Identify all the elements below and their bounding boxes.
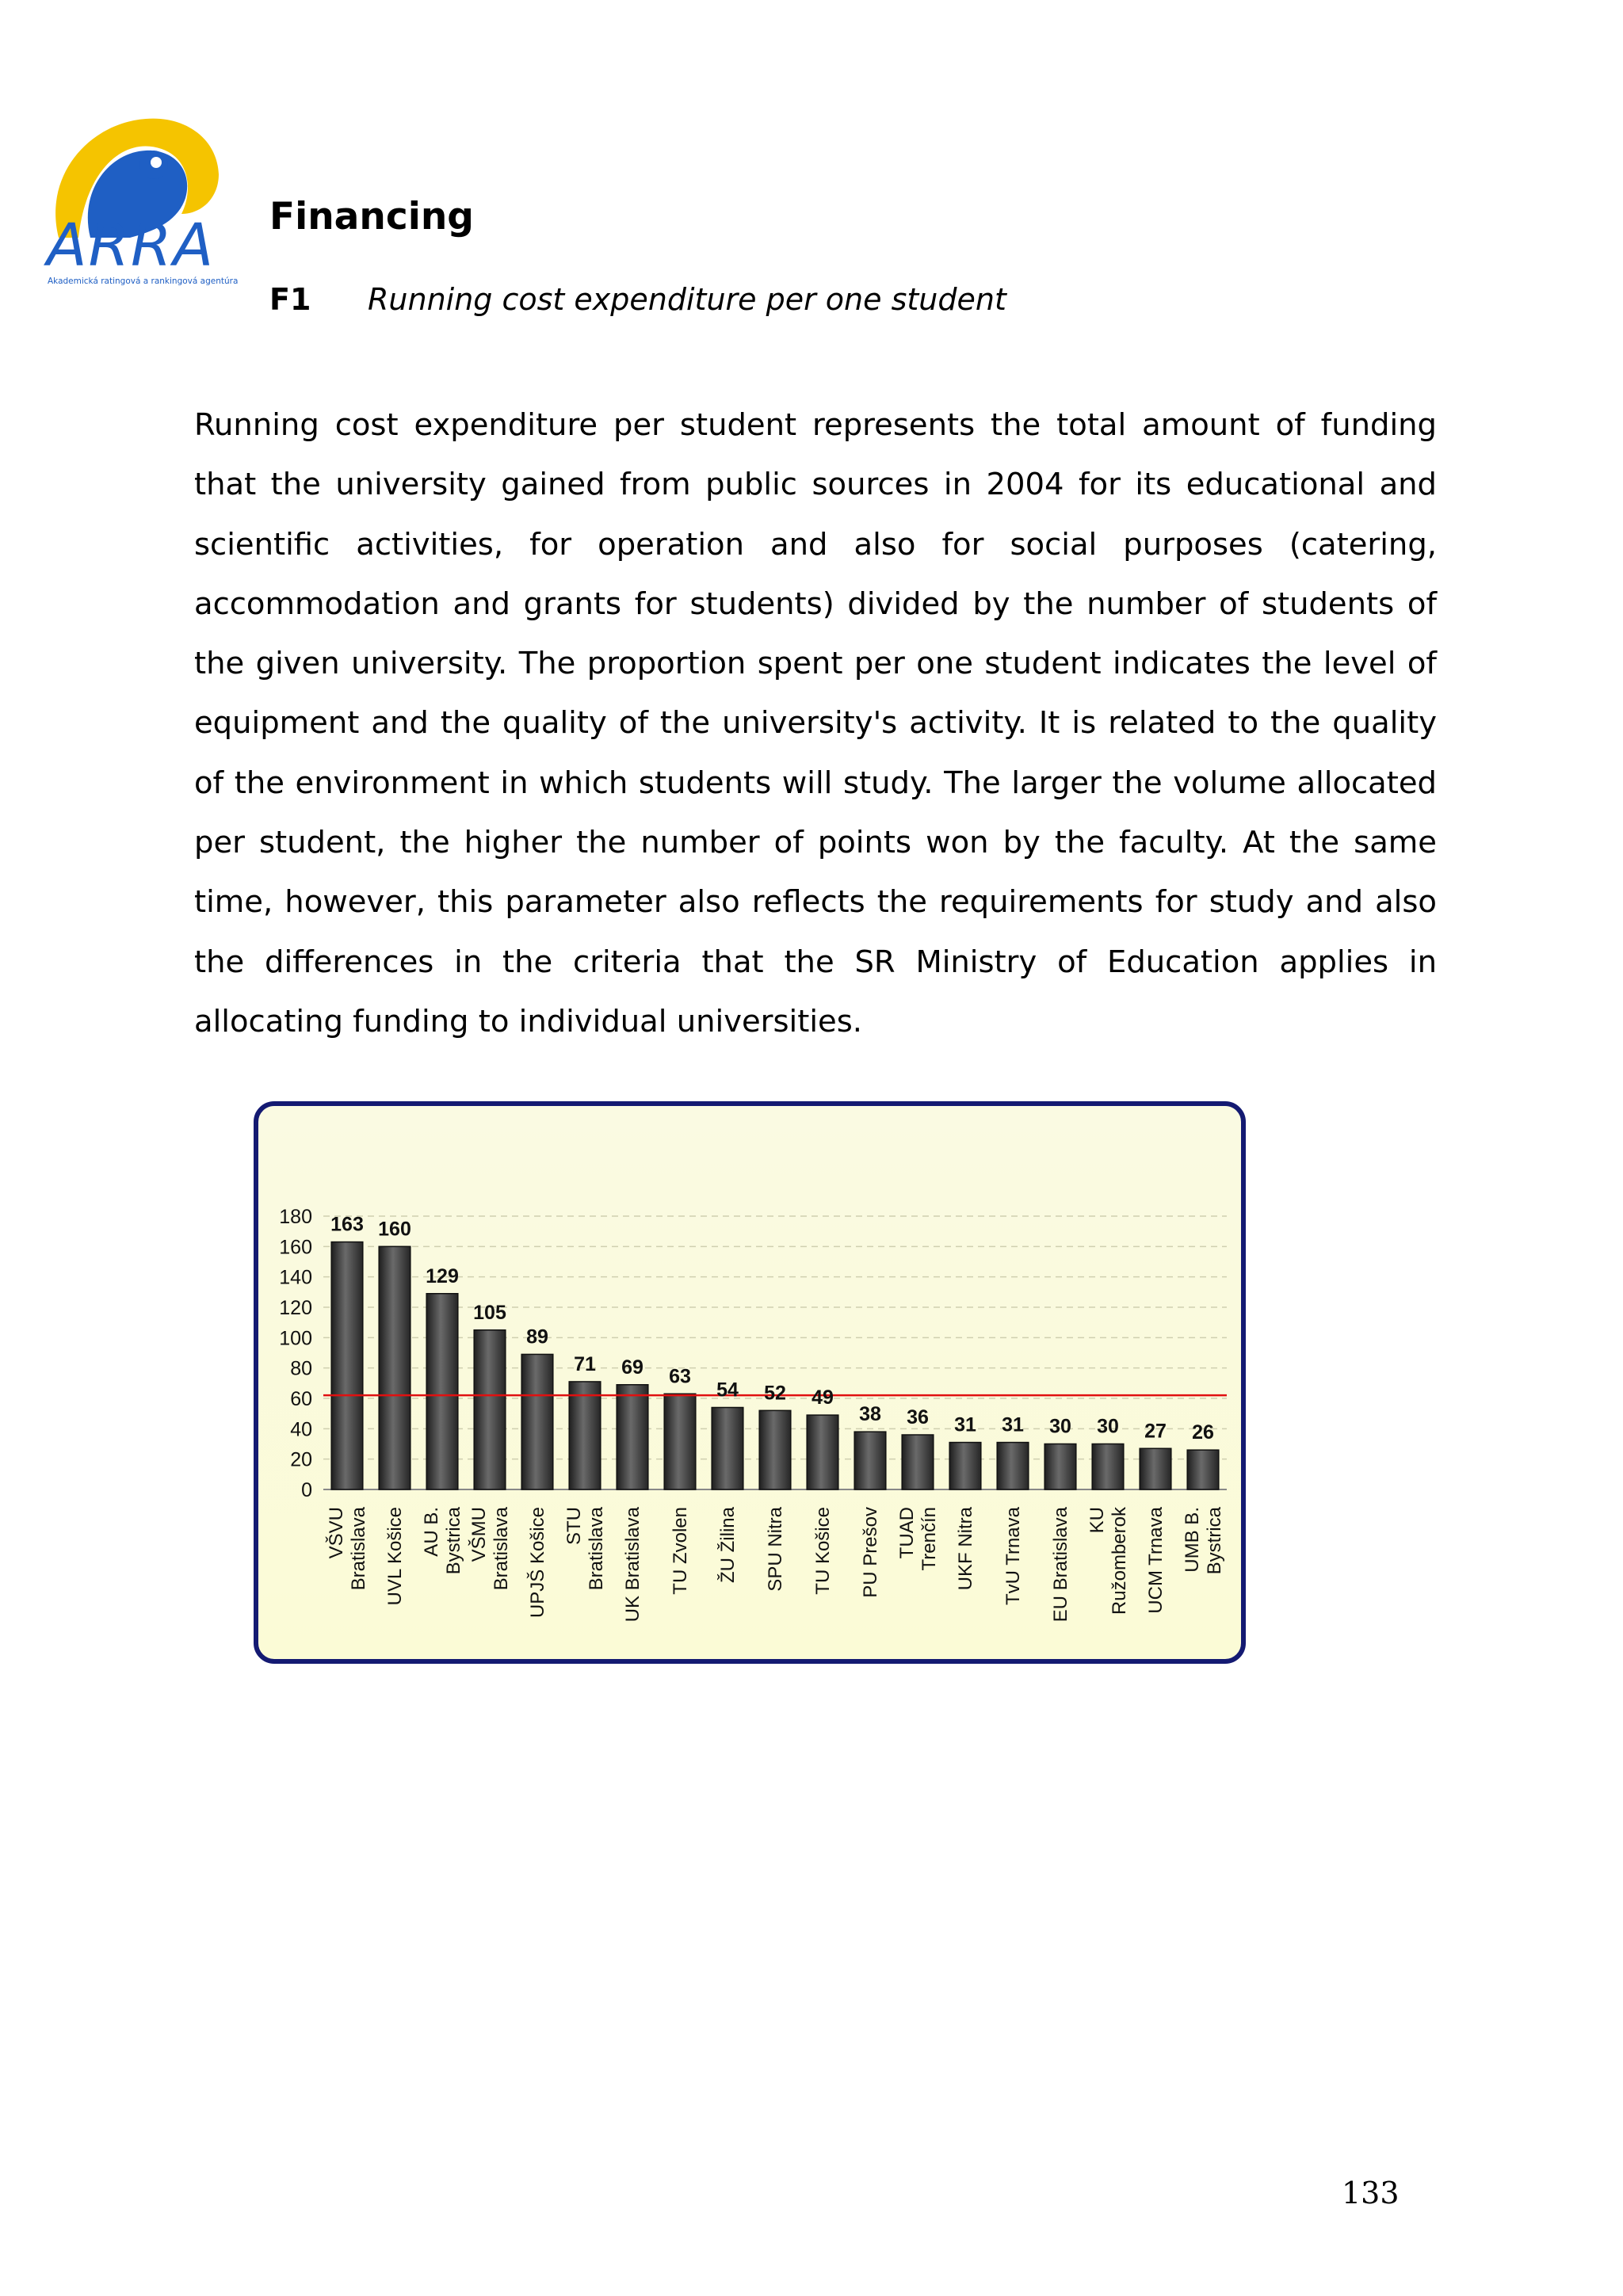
subsection-heading [269, 282, 1006, 317]
x-tick-label: Bratislava [348, 1507, 369, 1591]
y-tick-label: 160 [279, 1236, 312, 1259]
x-tick-label: EU Bratislava [1050, 1507, 1071, 1623]
bar [569, 1382, 601, 1489]
bar [331, 1242, 363, 1489]
bar [854, 1432, 886, 1489]
x-tick-label: TvU Trnava [1002, 1507, 1024, 1606]
bar [521, 1354, 553, 1489]
y-tick-label: 120 [279, 1297, 312, 1319]
y-tick-label: 100 [279, 1327, 312, 1350]
x-tick-label: KU [1086, 1507, 1108, 1534]
x-tick-label: VŠMU [468, 1507, 490, 1562]
x-tick-label: Bystrica [443, 1507, 464, 1575]
x-tick-label: SPU Nitra [765, 1507, 786, 1592]
bar [902, 1435, 934, 1489]
x-tick-label: UVL Košice [384, 1507, 406, 1606]
data-label: 160 [378, 1218, 411, 1241]
data-label: 30 [1049, 1415, 1071, 1438]
data-label: 30 [1097, 1415, 1119, 1438]
x-tick-label: UPJŠ Košice [527, 1507, 548, 1619]
data-label: 129 [426, 1264, 459, 1287]
x-tick-label: VŠVU [326, 1507, 347, 1559]
y-tick-label: 40 [290, 1418, 312, 1441]
x-tick-label: Bystrica [1204, 1507, 1225, 1575]
x-tick-label: PU Prešov [860, 1507, 881, 1598]
bar [712, 1408, 743, 1490]
y-tick-label: 60 [290, 1388, 312, 1410]
data-label: 52 [764, 1382, 786, 1405]
body-paragraph: Running cost expenditure per student represents the total amount of funding that the university gained from public sources in 2004 for its educational and scientific activities, for operation and also for social purposes (catering, accommodation and grants for students) divided by the number of students of the given university. The proportion spent per one student indicates the level of equipment and the quality of the university's activity. It is related to the quality of the environment in which students will study. The larger the volume allocated per student, the higher the number of points won by the faculty. At the same time, however, this parameter also reflects the requirements for study and also the differences in the criteria that the SR Ministry of Education applies in allocating funding to individual universities. [194, 407, 1437, 1039]
bar [664, 1394, 696, 1489]
bar [379, 1246, 411, 1489]
bar [1187, 1450, 1219, 1489]
bar [997, 1443, 1029, 1489]
page-number: 133 [1342, 2176, 1400, 2210]
data-label: 31 [1002, 1413, 1024, 1436]
x-tick-label: UMB B. [1182, 1507, 1203, 1573]
x-tick-label: TU Košice [812, 1507, 834, 1595]
data-label: 31 [954, 1413, 976, 1436]
x-tick-label: AU B. [421, 1507, 442, 1557]
x-tick-label: STU [563, 1507, 585, 1545]
x-tick-label: Ružomberok [1109, 1507, 1130, 1615]
data-label: 54 [716, 1379, 739, 1402]
bar [426, 1294, 458, 1489]
data-label: 36 [907, 1406, 929, 1428]
bar [474, 1330, 506, 1489]
logo-text: ARRA [47, 212, 216, 280]
x-tick-label: Bratislava [586, 1507, 607, 1591]
chart-bars [331, 1242, 1219, 1489]
x-tick-label: TU Zvolen [670, 1507, 691, 1595]
data-labels [330, 1214, 1214, 1444]
data-label: 38 [859, 1403, 881, 1426]
bar [949, 1443, 981, 1489]
data-label: 163 [330, 1213, 364, 1236]
logo-tagline: Akademická ratingová a rankingová agentúra [48, 277, 239, 286]
data-label: 27 [1144, 1420, 1167, 1443]
data-label: 71 [574, 1352, 596, 1375]
x-tick-label: UKF Nitra [955, 1507, 976, 1591]
data-label: 105 [473, 1301, 506, 1324]
bar [1092, 1444, 1124, 1490]
x-tick-label: Bratislava [491, 1507, 512, 1591]
x-tick-label: UCM Trnava [1145, 1507, 1167, 1614]
bar-chart [254, 1101, 1246, 1664]
y-tick-label: 80 [290, 1357, 312, 1380]
y-axis [279, 1206, 1227, 1501]
bar [1044, 1444, 1076, 1490]
x-tick-label: TUAD [896, 1507, 918, 1559]
data-label: 89 [526, 1325, 548, 1348]
bar [759, 1410, 791, 1489]
bar [617, 1385, 648, 1489]
bar [1140, 1448, 1171, 1489]
x-tick-label: UK Bratislava [622, 1507, 643, 1623]
data-label: 69 [621, 1356, 643, 1379]
x-tick-label: ŽU Žilina [717, 1507, 739, 1584]
y-tick-label: 180 [279, 1206, 312, 1228]
data-label: 49 [812, 1386, 834, 1409]
y-tick-label: 20 [290, 1448, 312, 1471]
x-axis [325, 1506, 1225, 1622]
data-label: 26 [1192, 1421, 1214, 1444]
y-tick-label: 140 [279, 1266, 312, 1289]
section-heading: Financing [269, 195, 474, 238]
y-tick-label: 0 [301, 1479, 312, 1501]
x-tick-label: Trenčín [918, 1507, 940, 1571]
bar [807, 1415, 838, 1489]
data-label: 63 [669, 1365, 691, 1388]
subsection-title: Running cost expenditure per one student [368, 282, 1006, 317]
subsection-number: F1 [269, 282, 311, 317]
arra-logo [35, 103, 241, 290]
